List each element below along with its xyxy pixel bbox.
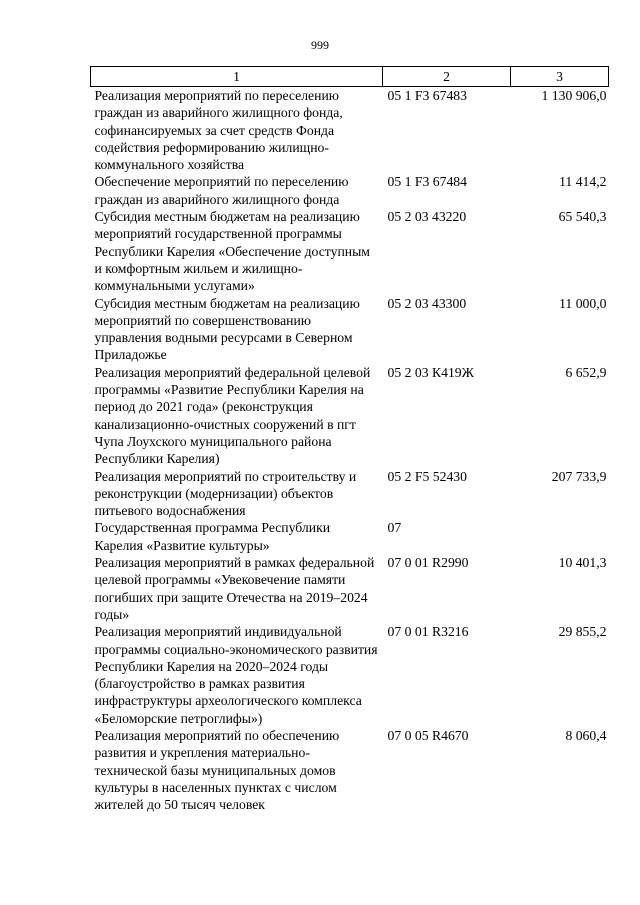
- row-code: 05 2 F5 52430: [387, 468, 467, 484]
- row-code: 07 0 01 R3216: [387, 624, 469, 640]
- row-code: 05 1 F3 67484: [387, 174, 467, 190]
- table-row: [91, 295, 609, 364]
- row-amount: 11 000,0: [559, 295, 607, 311]
- row-code: 05 2 03 К419Ж: [387, 364, 474, 380]
- row-name: Реализация мероприятий индивидуальной программы социально-экономического развития Республики Карелия на 2020–2024 годы (благоустройство в рамках развития инфраструктуры археологического комплекса «Беломорские петроглифы»): [94, 624, 378, 726]
- table-row: [91, 208, 609, 294]
- row-name: Обеспечение мероприятий по переселению граждан из аварийного жилищного фонда: [94, 174, 349, 207]
- row-code: 07 0 01 R2990: [387, 555, 469, 571]
- table-row: [91, 364, 609, 468]
- row-amount: 65 540,3: [558, 209, 607, 225]
- row-name: Реализация мероприятий по переселению граждан из аварийного жилищного фонда, софинансируемых за счет средств Фонда содействия реформированию жилищно-коммунального хозяйства: [94, 88, 343, 173]
- table-row: [91, 623, 609, 727]
- table-row: [91, 727, 609, 813]
- table-header-row: [91, 67, 609, 87]
- budget-table: [90, 66, 609, 813]
- row-amount: 207 733,9: [551, 468, 607, 484]
- row-code: 05 1 F3 67483: [387, 88, 467, 103]
- row-amount: 1 130 906,0: [541, 88, 607, 103]
- row-code: 05 2 03 43220: [387, 209, 467, 225]
- column-header-name: 1: [91, 67, 383, 87]
- row-name: Субсидия местным бюджетам на реализацию мероприятий по совершенствованию управления водными ресурсами в Северном Приладожье: [94, 295, 360, 363]
- row-name: Реализация мероприятий в рамках федеральной целевой программы «Увековечение памяти погибших при защите Отечества на 2019–2024 годы»: [94, 555, 375, 622]
- row-amount: 11 414,2: [559, 174, 607, 190]
- row-code: 07: [387, 520, 402, 536]
- row-code: 07 0 05 R4670: [387, 727, 469, 743]
- column-header-amount: 3: [511, 67, 609, 87]
- row-code: 05 2 03 43300: [387, 295, 467, 311]
- row-amount: [511, 519, 609, 554]
- table-row: [91, 468, 609, 520]
- row-name: Субсидия местным бюджетам на реализацию мероприятий государственной программы Республики Карелия «Обеспечение доступным и комфортным жильем и жилищно-коммунальными услугами»: [94, 209, 370, 294]
- table-row: [91, 87, 609, 174]
- row-amount: 6 652,9: [565, 364, 607, 380]
- table-row: [91, 519, 609, 554]
- page-number: 999: [311, 38, 329, 52]
- row-amount: 29 855,2: [558, 624, 607, 640]
- table-row: [91, 554, 609, 623]
- row-name: Реализация мероприятий федеральной целевой программы «Развитие Республики Карелия на период до 2021 года» (реконструкция канализационно-очистных сооружений в пгт Чупа Лоухского муниципального района Республики Карелия): [94, 364, 371, 467]
- row-name: Реализация мероприятий по обеспечению развития и укрепления материально-технической базы муниципальных домов культуры в населенных пунктах с числом жителей до 50 тысяч человек: [94, 727, 340, 813]
- row-amount: 8 060,4: [565, 727, 607, 743]
- row-name: Реализация мероприятий по строительству и реконструкции (модернизации) объектов питьевого водоснабжения: [94, 468, 357, 519]
- table-row: [91, 173, 609, 208]
- column-header-code: 2: [383, 67, 511, 87]
- row-name: Государственная программа Республики Карелия «Развитие культуры»: [94, 520, 331, 553]
- row-amount: 10 401,3: [558, 555, 607, 571]
